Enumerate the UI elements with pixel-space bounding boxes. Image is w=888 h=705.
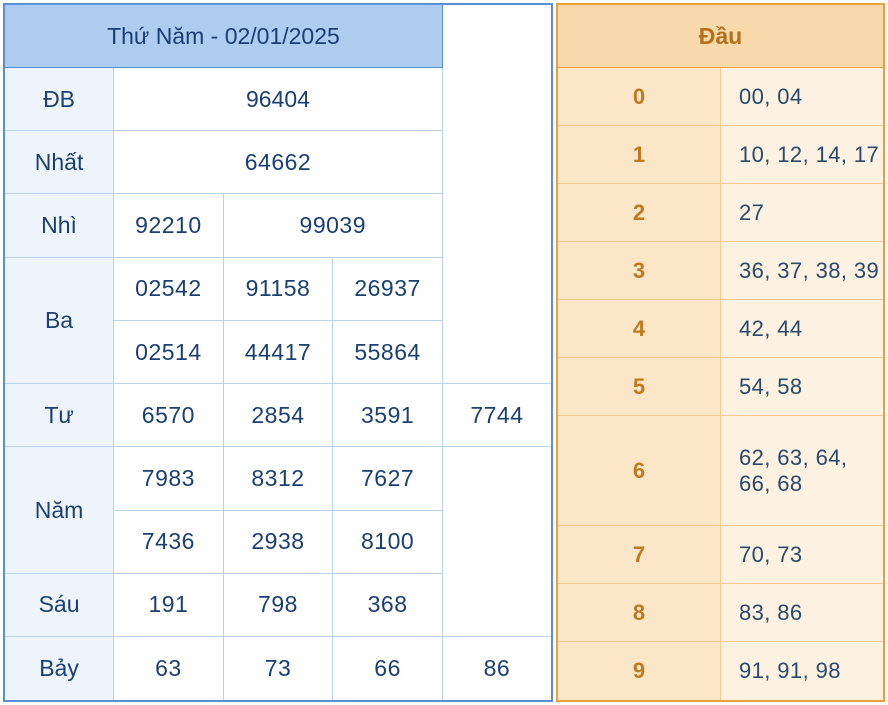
- head-table-body: [557, 4, 884, 701]
- head-values-1: 10, 12, 14, 17: [721, 126, 885, 184]
- list-item: [557, 358, 884, 416]
- prize-value-bay-2: 73: [223, 637, 333, 701]
- head-key-3: 3: [557, 242, 721, 300]
- prize-value-ba-4: 02514: [114, 320, 224, 383]
- result-table-body: [4, 4, 552, 701]
- prize-value-nam-6: 8100: [333, 510, 443, 573]
- head-table: [556, 3, 885, 702]
- table-row: [4, 447, 552, 510]
- prize-value-ba-3: 26937: [333, 257, 443, 320]
- result-table: [3, 3, 553, 702]
- head-values-2: 27: [721, 184, 885, 242]
- list-item: [557, 300, 884, 358]
- head-key-0: 0: [557, 68, 721, 126]
- head-header-row: [557, 4, 884, 68]
- table-row: [4, 131, 552, 194]
- head-values-0: 00, 04: [721, 68, 885, 126]
- head-values-3: 36, 37, 38, 39: [721, 242, 885, 300]
- list-item: [557, 584, 884, 642]
- head-values-5: 54, 58: [721, 358, 885, 416]
- prize-value-nam-5: 2938: [223, 510, 333, 573]
- prize-value-sau-2: 798: [223, 573, 333, 636]
- list-item: [557, 184, 884, 242]
- head-key-6: 6: [557, 416, 721, 526]
- table-row: [4, 384, 552, 447]
- prize-value-tu-2: 2854: [223, 384, 333, 447]
- head-key-5: 5: [557, 358, 721, 416]
- prize-label-ba: Ba: [4, 257, 114, 383]
- table-row: [4, 68, 552, 131]
- head-values-4: 42, 44: [721, 300, 885, 358]
- prize-label-nhi: Nhì: [4, 194, 114, 257]
- table-row: [4, 194, 552, 257]
- prize-label-tu: Tư: [4, 384, 114, 447]
- head-values-8: 83, 86: [721, 584, 885, 642]
- prize-value-nam-1: 7983: [114, 447, 224, 510]
- list-item: [557, 526, 884, 584]
- list-item: [557, 642, 884, 701]
- prize-value-nhat: 64662: [114, 131, 443, 194]
- prize-value-nhi-1: 92210: [114, 194, 224, 257]
- prize-value-nam-2: 8312: [223, 447, 333, 510]
- result-table-header: Thứ Năm - 02/01/2025: [4, 4, 442, 68]
- head-table-panel: [556, 0, 888, 705]
- prize-label-nam: Năm: [4, 447, 114, 573]
- prize-value-nam-3: 7627: [333, 447, 443, 510]
- head-values-7: 70, 73: [721, 526, 885, 584]
- head-values-9: 91, 91, 98: [721, 642, 885, 701]
- prize-value-nhi-2: 99039: [223, 194, 442, 257]
- head-key-2: 2: [557, 184, 721, 242]
- prize-label-bay: Bảy: [4, 637, 114, 701]
- prize-value-bay-1: 63: [114, 637, 224, 701]
- prize-label-nhat: Nhất: [4, 131, 114, 194]
- prize-value-tu-3: 3591: [333, 384, 443, 447]
- prize-label-db: ĐB: [4, 68, 114, 131]
- list-item: [557, 68, 884, 126]
- prize-value-ba-2: 91158: [223, 257, 333, 320]
- head-key-4: 4: [557, 300, 721, 358]
- head-key-9: 9: [557, 642, 721, 701]
- list-item: [557, 242, 884, 300]
- prize-value-sau-3: 368: [333, 573, 443, 636]
- head-values-6: 62, 63, 64, 66, 68: [721, 416, 885, 526]
- table-row: [4, 637, 552, 701]
- prize-label-sau: Sáu: [4, 573, 114, 636]
- list-item: [557, 416, 884, 526]
- prize-value-tu-1: 6570: [114, 384, 224, 447]
- prize-value-ba-5: 44417: [223, 320, 333, 383]
- prize-value-sau-1: 191: [114, 573, 224, 636]
- table-row: [4, 573, 552, 636]
- prize-value-db: 96404: [114, 68, 443, 131]
- prize-value-nam-4: 7436: [114, 510, 224, 573]
- prize-value-bay-4: 86: [442, 637, 552, 701]
- head-table-header: Đầu: [557, 4, 884, 68]
- head-key-8: 8: [557, 584, 721, 642]
- prize-value-ba-6: 55864: [333, 320, 443, 383]
- prize-value-tu-4: 7744: [442, 384, 552, 447]
- head-key-7: 7: [557, 526, 721, 584]
- result-header-row: [4, 4, 552, 68]
- prize-value-bay-3: 66: [333, 637, 443, 701]
- list-item: [557, 126, 884, 184]
- table-row: [4, 257, 552, 320]
- head-key-1: 1: [557, 126, 721, 184]
- prize-value-ba-1: 02542: [114, 257, 224, 320]
